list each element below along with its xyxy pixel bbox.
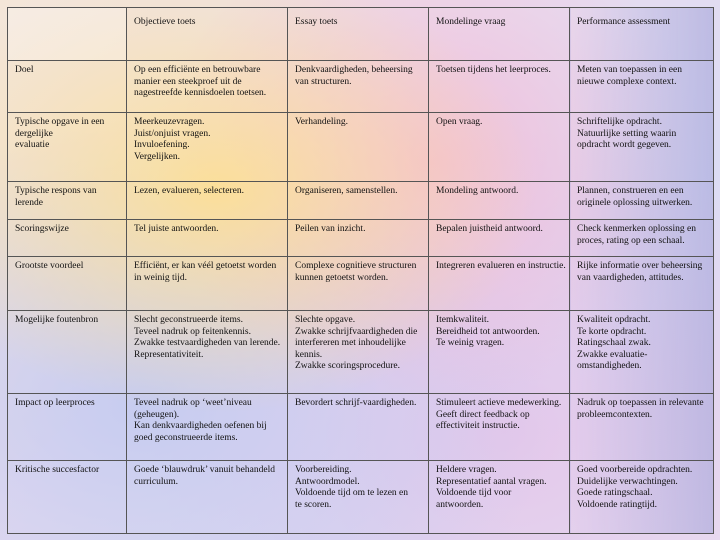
corner-cell [8, 8, 127, 61]
table-cell: Check kenmerken oplossing en proces, rating op een schaal. [570, 220, 714, 257]
table-cell: Teveel nadruk op ‘weet’niveau (geheugen). Kan denkvaardigheden oefenen bij goed geconstrueerde items. [127, 394, 288, 461]
row-label: Mogelijke foutenbron [8, 311, 127, 394]
table-cell: Open vraag. [429, 113, 570, 182]
row-label: Typische opgave in een dergelijke evaluatie [8, 113, 127, 182]
row-label: Impact op leerproces [8, 394, 127, 461]
header-objectieve-toets: Objectieve toets [127, 8, 288, 61]
table-cell: Complexe cognitieve structuren kunnen getoetst worden. [288, 257, 429, 311]
table-cell: Heldere vragen. Representatief aantal vragen. Voldoende tijd voor antwoorden. [429, 461, 570, 534]
table-row-typische-opgave [8, 113, 714, 182]
table-cell: Goed voorbereide opdrachten. Duidelijke verwachtingen. Goede ratingschaal. Voldoende ratingtijd. [570, 461, 714, 534]
header-mondelinge-vraag: Mondelinge vraag [429, 8, 570, 61]
table-cell: Rijke informatie over beheersing van vaardigheden, attitudes. [570, 257, 714, 311]
table-cell: Tel juiste antwoorden. [127, 220, 288, 257]
table-row-typische-respons [8, 182, 714, 220]
table-cell: Bepalen juistheid antwoord. [429, 220, 570, 257]
table-cell: Kwaliteit opdracht. Te korte opdracht. Ratingschaal zwak. Zwakke evaluatie-omstandigheden. [570, 311, 714, 394]
row-label: Doel [8, 61, 127, 113]
table-cell: Toetsen tijdens het leerproces. [429, 61, 570, 113]
row-label: Grootste voordeel [8, 257, 127, 311]
table-row-grootste-voordeel [8, 257, 714, 311]
table-cell: Mondeling antwoord. [429, 182, 570, 220]
table-cell: Meten van toepassen in een nieuwe complexe context. [570, 61, 714, 113]
table-cell: Bevordert schrijf-vaardigheden. [288, 394, 429, 461]
row-label: Typische respons van lerende [8, 182, 127, 220]
table-row-mogelijke-foutenbron [8, 311, 714, 394]
table-cell: Goede ‘blauwdruk’ vanuit behandeld curriculum. [127, 461, 288, 534]
table-row-scoringswijze [8, 220, 714, 257]
table-cell: Peilen van inzicht. [288, 220, 429, 257]
table-cell: Lezen, evalueren, selecteren. [127, 182, 288, 220]
table-cell: Slecht geconstrueerde items. Teveel nadruk op feitenkennis. Zwakke testvaardigheden van lerende. Representativiteit. [127, 311, 288, 394]
table-cell: Schriftelijke opdracht. Natuurlijke setting waarin opdracht wordt gegeven. [570, 113, 714, 182]
table-cell: Itemkwaliteit. Bereidheid tot antwoorden. Te weinig vragen. [429, 311, 570, 394]
table-cell: Meerkeuzevragen. Juist/onjuist vragen. Invuloefening. Vergelijken. [127, 113, 288, 182]
table-cell: Verhandeling. [288, 113, 429, 182]
table-cell: Voorbereiding. Antwoordmodel. Voldoende tijd om te lezen en te scoren. [288, 461, 429, 534]
header-essay-toets: Essay toets [288, 8, 429, 61]
table-cell: Integreren evalueren en instructie. [429, 257, 570, 311]
row-label: Scoringswijze [8, 220, 127, 257]
header-performance-assessment: Performance assessment [570, 8, 714, 61]
header-row [8, 8, 714, 61]
table-cell: Slechte opgave. Zwakke schrijfvaardigheden die interfereren met inhoudelijke kennis. Zwakke scoringsprocedure. [288, 311, 429, 394]
table-cell: Plannen, construeren en een originele oplossing uitwerken. [570, 182, 714, 220]
table-cell: Denkvaardigheden, beheersing van structuren. [288, 61, 429, 113]
table-cell: Nadruk op toepassen in relevante probleemcontexten. [570, 394, 714, 461]
table-row-doel [8, 61, 714, 113]
table-cell: Efficiënt, er kan véél getoetst worden in weinig tijd. [127, 257, 288, 311]
comparison-table [7, 7, 714, 534]
table-row-impact-op-leerproces [8, 394, 714, 461]
table-cell: Stimuleert actieve medewerking. Geeft direct feedback op effectiviteit instructie. [429, 394, 570, 461]
table-cell: Op een efficiënte en betrouwbare manier een steekproef uit de nagestreefde kennisdoelen toetsen. [127, 61, 288, 113]
row-label: Kritische succesfactor [8, 461, 127, 534]
table-row-kritische-succesfactor [8, 461, 714, 534]
table-cell: Organiseren, samenstellen. [288, 182, 429, 220]
